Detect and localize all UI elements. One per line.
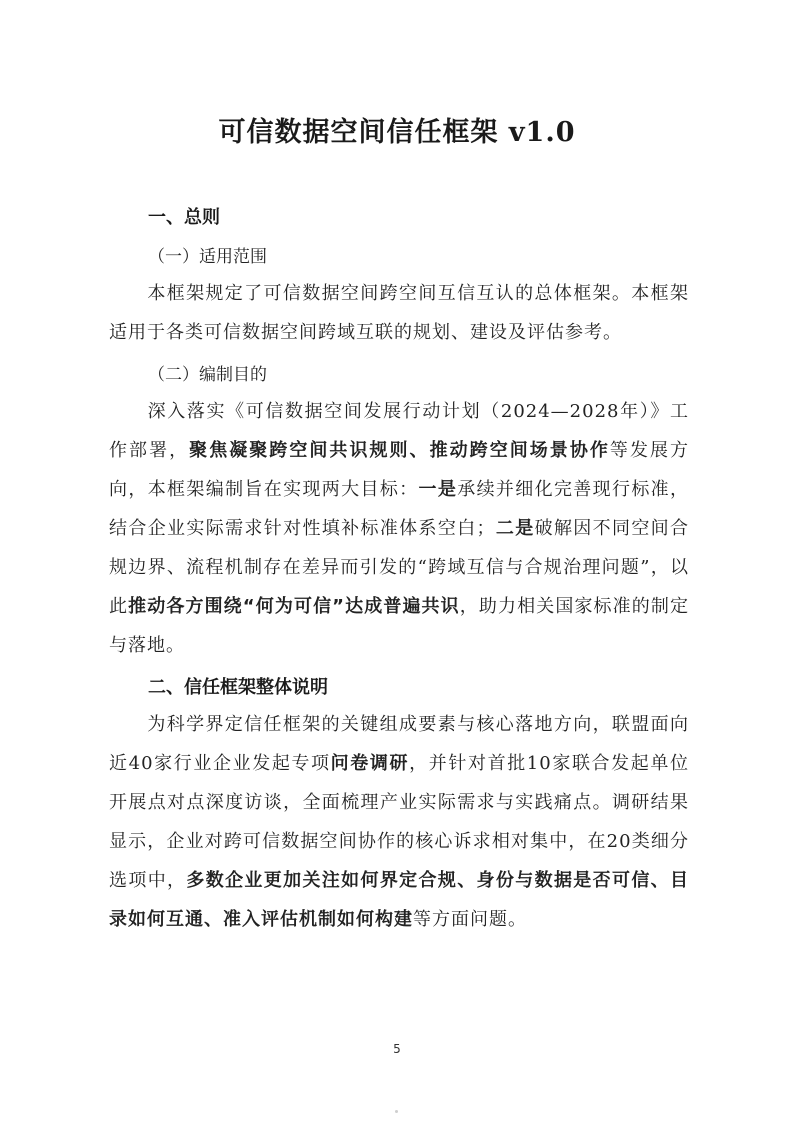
overview-text-a: 为科学界定信任框架的关键组成要素与核心落地方向，联盟面向近40家行业企业发起专项 [109,714,689,774]
subsection-1-heading: （一）适用范围 [148,247,267,267]
overview-bold-b: 问卷调研 [330,753,410,774]
page-number: 5 [393,1042,401,1056]
overview-bold-d: 多数企业更加关注如何界定合规、身份与数据是否可信、目录如何互通、准入评估机制如何构建 [109,870,690,930]
section-2-heading: 二、信任框架整体说明 [148,677,328,698]
purpose-bold-h: 推动各方围绕“何为可信”达成普遍共识 [128,596,460,617]
scope-paragraph [109,274,689,352]
footer-dot [395,1110,398,1113]
purpose-bold-b: 聚焦凝聚跨空间共识规则、推动跨空间场景协作 [189,440,610,461]
purpose-bold-d: 一是 [418,479,458,500]
scope-text: 本框架规定了可信数据空间跨空间互信互认的总体框架。本框架适用于各类可信数据空间跨域互联的规划、建设及评估参考。 [109,283,689,343]
section-1-heading: 一、总则 [148,207,220,228]
purpose-text-i: ，助力相关国家标准的制定与落地。 [109,596,690,656]
purpose-text-a: 深入落实《可信数据空间发展行动计划（2024—2028年）》工作部署， [109,401,689,461]
purpose-text-e: 承续并细化完善现行标准，结合企业实际需求针对性填补标准体系空白； [109,479,690,539]
overview-text-c: ，并针对首批10家联合发起单位开展点对点深度访谈，全面梳理产业实际需求与实践痛点。调研结果显示，企业对跨可信数据空间协作的核心诉求相对集中，在20类细分选项中， [109,753,690,891]
document-title: 可信数据空间信任框架 v1.0 [218,117,576,148]
overview-paragraph [109,705,689,939]
purpose-bold-f: 二是 [495,518,535,539]
overview-text-e: 等方面问题。 [413,909,527,930]
purpose-text-g: 破解因不同空间合规边界、流程机制存在差异而引发的“跨域互信与合规治理问题”，以此 [109,518,690,617]
purpose-paragraph [109,392,689,665]
purpose-text-c: 等发展方向，本框架编制旨在实现两大目标： [109,440,690,500]
subsection-2-heading: （二）编制目的 [148,365,267,385]
